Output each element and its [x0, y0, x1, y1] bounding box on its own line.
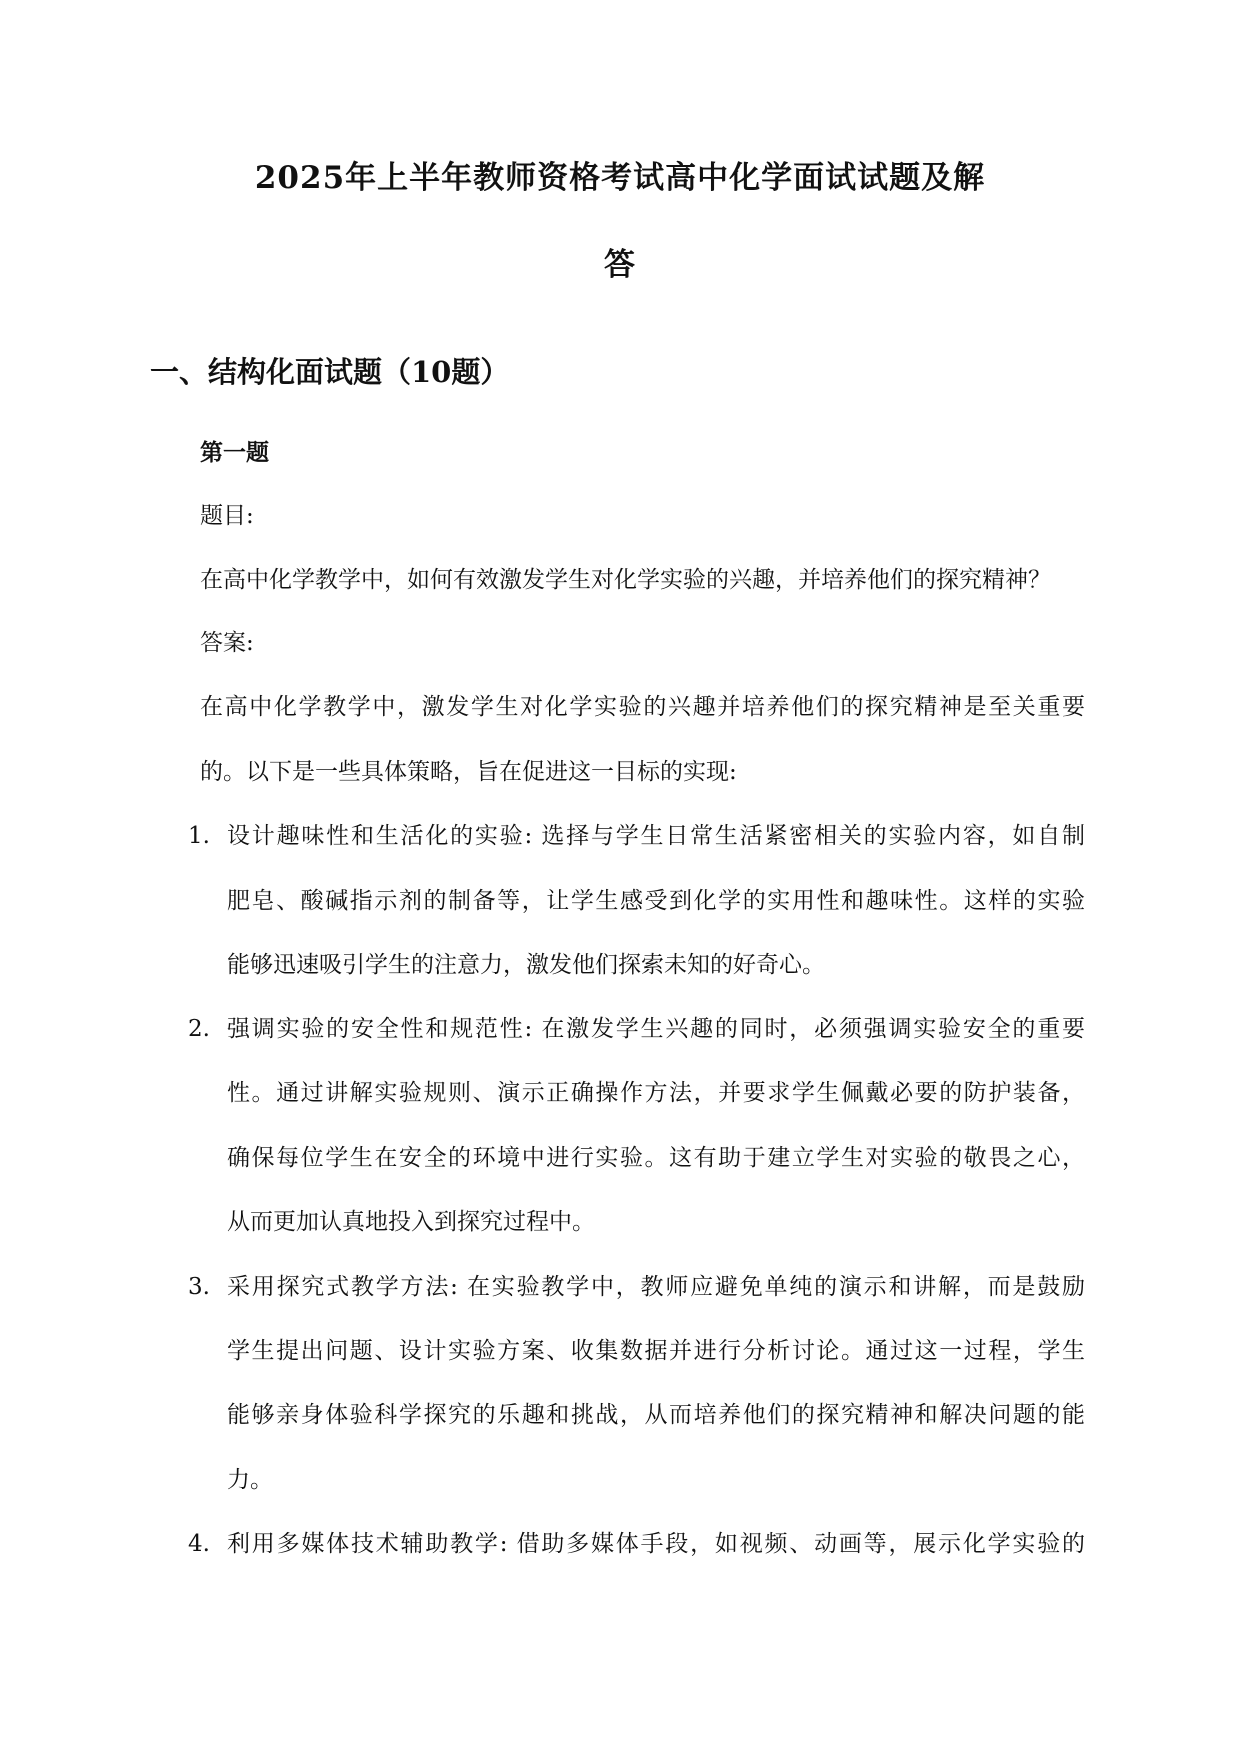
answer-intro-line-1: 在高中化学教学中，激发学生对化学实验的兴趣并培养他们的探究精神是至关重要	[200, 694, 1085, 720]
document-title-line-1: 2025年上半年教师资格考试高中化学面试试题及解	[254, 160, 986, 196]
list-item-3-line-1: 采用探究式教学方法: 在实验教学中，教师应避免单纯的演示和讲解，而是鼓励	[227, 1274, 1085, 1300]
answer-intro-line-2: 的。以下是一些具体策略，旨在促进这一目标的实现:	[200, 759, 737, 785]
list-item-2-line-4: 从而更加认真地投入到探究过程中。	[227, 1209, 595, 1235]
list-item-4-line-1: 利用多媒体技术辅助教学: 借助多媒体手段，如视频、动画等，展示化学实验的	[227, 1531, 1085, 1557]
list-item-2-line-1: 强调实验的安全性和规范性: 在激发学生兴趣的同时，必须强调实验安全的重要	[227, 1016, 1085, 1042]
list-item-1-line-3: 能够迅速吸引学生的注意力，激发他们探索未知的好奇心。	[227, 952, 825, 978]
list-item-1-line-1: 设计趣味性和生活化的实验: 选择与学生日常生活紧密相关的实验内容，如自制	[227, 823, 1085, 849]
document-title-line-2: 答	[604, 247, 636, 283]
list-item-2-line-3: 确保每位学生在安全的环境中进行实验。这有助于建立学生对实验的敬畏之心，	[227, 1145, 1085, 1171]
answer-label: 答案:	[200, 630, 254, 656]
section-heading: 一、结构化面试题（10题）	[150, 355, 510, 389]
list-item-3-line-3: 能够亲身体验科学探究的乐趣和挑战，从而培养他们的探究精神和解决问题的能	[227, 1402, 1085, 1428]
list-item-1-line-2: 肥皂、酸碱指示剂的制备等，让学生感受到化学的实用性和趣味性。这样的实验	[227, 888, 1085, 914]
list-item-3-line-2: 学生提出问题、设计实验方案、收集数据并进行分析讨论。通过这一过程，学生	[227, 1338, 1085, 1364]
question-text: 在高中化学教学中，如何有效激发学生对化学实验的兴趣，并培养他们的探究精神？	[200, 567, 1051, 593]
list-item-number: 2.	[188, 1016, 210, 1042]
list-item-3-line-4: 力。	[227, 1467, 273, 1493]
question-label: 题目:	[200, 503, 254, 529]
question-heading: 第一题	[200, 439, 269, 466]
list-item-number: 3.	[188, 1274, 210, 1300]
list-item-2-line-2: 性。通过讲解实验规则、演示正确操作方法，并要求学生佩戴必要的防护装备，	[227, 1080, 1085, 1106]
list-item-number: 1.	[188, 823, 210, 849]
list-item-number: 4.	[188, 1531, 210, 1557]
